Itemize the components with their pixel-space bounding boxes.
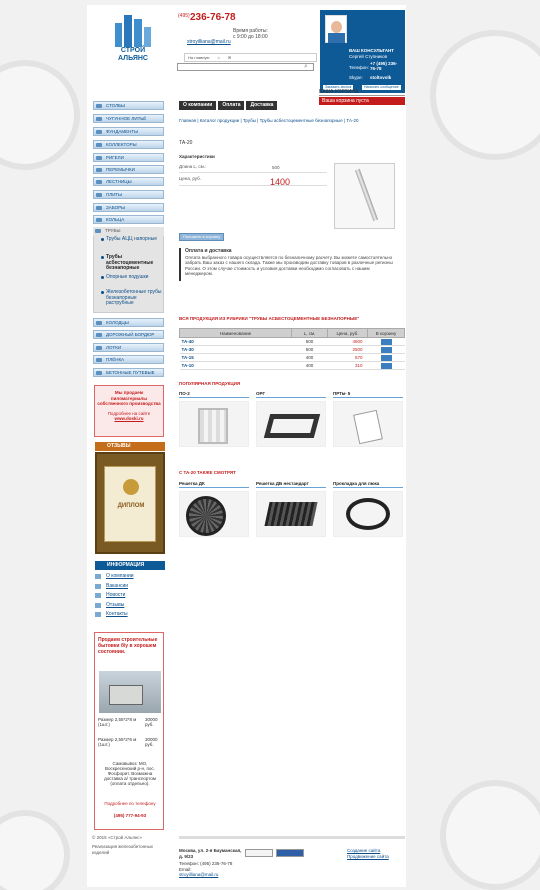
counter-widget[interactable] — [245, 849, 273, 857]
table-row — [180, 346, 405, 354]
tab-payment[interactable]: Оплата — [218, 101, 244, 110]
section-also-title: С ТА-20 ТАКЖЕ СМОТРЯТ — [179, 470, 236, 475]
product-card-image[interactable] — [333, 491, 403, 537]
menu-icon — [96, 321, 102, 325]
sidebar-item-label: ЛОТКИ — [106, 345, 122, 350]
message-button[interactable]: Написать сообщение — [364, 85, 399, 89]
add-to-cart-button[interactable]: Положить в корзину — [179, 233, 224, 241]
info-link-icon — [95, 603, 101, 608]
menu-icon — [96, 193, 102, 197]
sidebar-item[interactable] — [93, 177, 164, 186]
sidebar-item[interactable] — [93, 153, 164, 162]
site-promotion-link[interactable]: Продвижение сайта — [347, 853, 389, 859]
col-length: L, см. — [292, 329, 328, 338]
promo-title: Мы продаем пиломатериалы собственного производства — [97, 390, 161, 406]
col-price: Цена, руб. — [328, 329, 368, 338]
bg-decoration — [430, 30, 540, 160]
sidebar-item[interactable] — [93, 368, 164, 377]
diploma — [104, 466, 156, 542]
submenu-label: Трубы асбестоцементные безнапорные — [106, 254, 154, 271]
promo2-address: Самовывоз: МО, Воскресенский р-н, пос. Фосфорит. Возможна доставка а/ транспортом (оплата отдельно). — [104, 761, 156, 786]
product-card-name[interactable]: Решетка ДБ нестандарт — [256, 481, 326, 488]
sidebar-item-label: РИГЕЛИ — [106, 155, 124, 160]
home-link[interactable]: На главную — [188, 55, 210, 60]
sidebar-item-label: ДОРОЖНЫЙ БОРДЮР — [106, 332, 155, 337]
sidebar-item-label: ПЛЁНКА — [106, 357, 125, 362]
tab-about[interactable]: О компании — [179, 101, 216, 110]
reviews-heading[interactable]: ОТЗЫВЫ — [95, 442, 165, 451]
row-name[interactable]: ТА-40 — [180, 338, 292, 346]
content-tabs — [179, 101, 277, 110]
product-title: ТА-20 — [179, 140, 193, 146]
info-link[interactable]: Отзывы — [106, 601, 125, 608]
product-card-name[interactable]: Прокладка для люка — [333, 481, 403, 488]
sidebar-item[interactable] — [93, 114, 164, 123]
product-card[interactable] — [333, 481, 403, 488]
product-card-image[interactable] — [179, 491, 249, 537]
product-card[interactable] — [256, 481, 326, 488]
info-link[interactable]: О компании — [106, 573, 134, 579]
sidebar-item[interactable] — [93, 355, 164, 364]
row-price: 570 — [328, 354, 368, 362]
product-card-name[interactable]: Решетка ДК — [179, 481, 249, 488]
cart-icon[interactable] — [381, 339, 392, 345]
product-card-name[interactable]: ОРГ — [256, 391, 326, 398]
info-heading: ИНФОРМАЦИЯ — [95, 561, 165, 570]
menu-icon — [96, 218, 102, 222]
logo-text — [109, 47, 157, 63]
cart-label: ВАША КОРЗИНА — [319, 89, 405, 96]
breadcrumb[interactable]: Главная | Каталог продукции | Трубы | Трубы асбестоцементные безнапорные | ТА-20 — [179, 118, 359, 123]
menu-icon — [96, 206, 102, 210]
sidebar-item-label: ЧУГУННОЕ ЛИТЬЁ — [106, 116, 147, 121]
skype-value: stoltovolk — [370, 75, 392, 80]
diploma-text: ДИПЛОМ — [117, 503, 145, 509]
menu-icon — [96, 346, 102, 350]
logo-bar — [144, 27, 151, 47]
product-card[interactable] — [179, 481, 249, 488]
menu-icon — [96, 333, 102, 337]
promo2-more: Подробнее по телефону — [104, 801, 156, 806]
tab-delivery[interactable]: Доставка — [246, 101, 277, 110]
bullet-icon — [101, 238, 104, 241]
footer-phone: Телефон: (495) 236-76-78 — [179, 861, 233, 866]
menu-icon — [96, 104, 102, 108]
sidebar-item[interactable] — [93, 330, 164, 339]
promo2-size: Размер 2,55*2*8 м (1шт.) — [98, 717, 137, 727]
submenu-label: Железобетонные трубы безнапорные раструбные — [106, 289, 162, 306]
cabin-image — [99, 671, 161, 713]
sidebar-item-label: ТРУБЫ — [105, 228, 121, 233]
row-cart — [368, 362, 405, 370]
logo-line1: СТРОЙ — [120, 47, 146, 54]
sidebar-item[interactable] — [93, 343, 164, 352]
header-options — [184, 53, 317, 62]
menu-icon — [96, 143, 102, 147]
header-email[interactable]: stroyilliana@mail.ru — [187, 39, 231, 45]
char-label: Длина L, см.: — [179, 164, 207, 169]
row-price: 4500 — [328, 338, 368, 346]
product-card-name[interactable]: ПРТм- 5 — [333, 391, 403, 398]
menu-icon — [95, 229, 101, 233]
promo2-price: 30000 руб. — [145, 737, 158, 747]
bullet-icon — [101, 291, 104, 294]
table-row — [180, 362, 405, 370]
row-name[interactable]: ТА-15 — [180, 354, 292, 362]
hours-label: Время работы: — [233, 28, 268, 34]
header-phone[interactable]: 236-76-78 — [190, 12, 236, 23]
consultant-photo — [325, 15, 347, 43]
info-link-icon — [95, 584, 101, 589]
product-card[interactable] — [256, 391, 326, 398]
row-cart — [368, 338, 405, 346]
info-link-icon — [95, 574, 101, 579]
sidebar-item-label: ЛЕСТНИЦЫ — [106, 179, 132, 184]
hours-value: с 9:00 до 18:00 — [233, 34, 268, 40]
row-cart — [368, 354, 405, 362]
product-card-image[interactable] — [256, 401, 326, 447]
info-link[interactable]: Вакансии — [106, 582, 129, 589]
logo-bar — [134, 19, 142, 47]
char-label: Цена, руб. — [179, 176, 201, 181]
sidebar-item[interactable] — [93, 318, 164, 327]
promo2-size: Размер 2,55*2*6 м (1шт.) — [98, 737, 137, 747]
char-value: 500 — [272, 165, 280, 170]
footer-links — [347, 848, 389, 859]
sidebar-item-label: СТОЛБЫ — [106, 103, 125, 108]
sidebar-item[interactable] — [93, 127, 164, 136]
table-row — [180, 338, 405, 346]
logo-line2: АЛЬЯНС — [118, 55, 148, 62]
sidebar-item[interactable] — [93, 165, 164, 174]
sidebar-item[interactable] — [93, 215, 164, 224]
product-image[interactable] — [334, 163, 395, 229]
sidebar-item[interactable] — [93, 190, 164, 199]
submenu-item[interactable] — [106, 237, 162, 243]
section-popular-title: ПОПУЛЯРНАЯ ПРОДУКЦИЯ — [179, 381, 241, 386]
sidebar-item[interactable] — [93, 101, 164, 110]
info-link-icon — [95, 593, 101, 598]
delivery-title: Оплата и доставка — [185, 248, 232, 254]
cart-icon[interactable] — [381, 355, 392, 361]
sidebar-item-label: КОЛОДЦЫ — [106, 320, 129, 325]
seal-icon — [123, 479, 139, 495]
logo[interactable] — [109, 11, 157, 69]
delivery-info — [179, 248, 395, 281]
product-card[interactable] — [333, 391, 403, 398]
sidebar-item-label: ПЕРЕМЫЧКИ — [106, 167, 135, 172]
sidebar-item-label: КОЛЛЕКТОРЫ — [106, 142, 137, 147]
menu-icon — [96, 117, 102, 121]
submenu-item[interactable] — [106, 255, 162, 272]
consultant-name: Сергей Ступников — [349, 54, 388, 59]
submenu-item[interactable] — [106, 290, 162, 307]
search-icon[interactable]: ⌕ — [304, 63, 308, 70]
product-card-image[interactable] — [333, 401, 403, 447]
row-length: 500 — [292, 346, 328, 354]
footer-divider — [179, 836, 405, 839]
submenu-label: Трубы АЦЦ напорные — [106, 236, 157, 242]
col-name: Наименование — [180, 329, 292, 338]
sidebar-item[interactable] — [93, 203, 164, 212]
footer — [179, 836, 405, 887]
row-length: 400 — [292, 362, 328, 370]
row-cart — [368, 346, 405, 354]
copyright — [92, 835, 162, 856]
products-table — [179, 328, 405, 370]
sidebar-item[interactable] — [93, 140, 164, 149]
search-input[interactable] — [177, 63, 314, 71]
row-name[interactable]: ТА-10 — [180, 362, 292, 370]
home-icon[interactable]: ⌂ — [217, 55, 220, 60]
menu-icon — [96, 358, 102, 362]
row-length: 400 — [292, 354, 328, 362]
row-length: 500 — [292, 338, 328, 346]
bullet-icon — [101, 256, 104, 259]
char-row — [179, 176, 327, 186]
menu-icon — [96, 130, 102, 134]
promo2-phone[interactable]: (495) 777-94-93 — [113, 813, 147, 818]
char-row — [179, 164, 327, 173]
consultant-phone-label: Телефон: — [349, 65, 369, 70]
promo-more: Подробнее на сайте — [107, 410, 151, 416]
product-card-name[interactable]: ПО-2 — [179, 391, 249, 398]
promo2-title: Продаем строительные бытовки б/у в хорошем состоянии. — [98, 637, 158, 655]
bg-decoration — [0, 810, 70, 890]
mail-icon[interactable]: ✉ — [227, 55, 232, 60]
bullet-icon — [101, 276, 104, 279]
logo-bar — [115, 23, 122, 47]
consultant-phone: +7 (495) 236-76-78 — [370, 61, 398, 71]
cart-icon[interactable] — [381, 363, 392, 369]
col-cart: В корзину — [368, 329, 405, 338]
sidebar-item-label: ПЛИТЫ — [106, 192, 123, 197]
phone-prefix: (495) — [178, 13, 190, 19]
row-price: 310 — [328, 362, 368, 370]
page — [87, 5, 406, 887]
site-creation-link[interactable]: Создание сайта — [347, 848, 381, 853]
info-link[interactable]: Новости — [106, 592, 126, 598]
skype-label: Skype: — [349, 75, 363, 80]
cabin — [109, 685, 143, 705]
product-card[interactable] — [179, 391, 249, 398]
sidebar-item[interactable] — [93, 227, 164, 236]
shirt — [328, 33, 345, 43]
sidebar-item-label: ЗАБОРЫ — [106, 205, 126, 210]
menu-icon — [96, 371, 102, 375]
footer-address — [179, 848, 245, 878]
product-card-image[interactable] — [179, 401, 249, 447]
sidebar-item-label: КОЛЬЦА — [106, 217, 125, 222]
cart-widget[interactable] — [319, 89, 405, 107]
footer-email-label: Email: — [179, 866, 192, 872]
callback-button[interactable]: Заказать звонок — [325, 85, 352, 89]
submenu-item[interactable] — [106, 275, 162, 281]
bg-decoration — [0, 60, 80, 170]
copyright-text: © 2015 «Строй Альянс» — [92, 835, 143, 840]
sidebar-item-label: ФУНДАМЕНТЫ — [106, 129, 139, 134]
info-link[interactable]: Контакты — [106, 611, 128, 617]
table-row — [180, 354, 405, 362]
consultant-title: ВАШ КОНСУЛЬТАНТ — [349, 48, 395, 53]
menu-icon — [96, 180, 102, 184]
address-text: Москва, ул. 2-я Бауманская, д. 9/23 — [179, 848, 242, 859]
face — [331, 21, 342, 33]
logo-bar — [124, 15, 132, 47]
menu-icon — [96, 168, 102, 172]
consultant-panel — [320, 10, 405, 93]
delivery-text: Оплата выбранного товара осуществляется по безналичному расчету. Вы можете самостоятельно забрать Ваш заказ с нашего склада. Также мы производим доставку товаров в различные регионы России. О этом случае стоимость и условия доставки необходимо согласовать с нашим менеджером. — [185, 254, 393, 276]
review-diploma-image[interactable] — [95, 452, 165, 554]
promo2-price: 30000 руб. — [145, 717, 158, 727]
promo-timber[interactable] — [94, 385, 164, 437]
promo-link[interactable]: www.doski.ru — [114, 416, 144, 421]
footer-email[interactable]: stroyilliana@mail.ru — [179, 872, 219, 877]
product-price: 1400 — [270, 177, 291, 187]
sidebar-item-label: БЕТОННЫЕ ПУТЕВЫЕ — [106, 370, 155, 375]
product-card-image[interactable] — [256, 491, 326, 537]
cart-icon[interactable] — [381, 347, 392, 353]
info-link-icon — [95, 612, 101, 617]
bg-decoration — [440, 780, 540, 890]
cart-status: Ваша корзина пуста — [319, 97, 405, 105]
submenu-label: Опорные подушки — [106, 274, 149, 280]
pipe — [355, 169, 378, 221]
counter-widget[interactable] — [276, 849, 304, 857]
copyright-sub: Реализация железобетонных изделий — [92, 844, 154, 855]
section-all-title: ВСЯ ПРОДУКЦИЯ ИЗ РУБРИКИ "ТРУБЫ АСБЕСТОЦЕМЕНТНЫЕ БЕЗНАПОРНЫЕ" — [179, 316, 360, 321]
chars-title: Характеристики — [179, 154, 215, 159]
menu-icon — [96, 156, 102, 160]
row-price: 2500 — [328, 346, 368, 354]
row-name[interactable]: ТА-30 — [180, 346, 292, 354]
promo-cabins[interactable] — [94, 632, 164, 830]
